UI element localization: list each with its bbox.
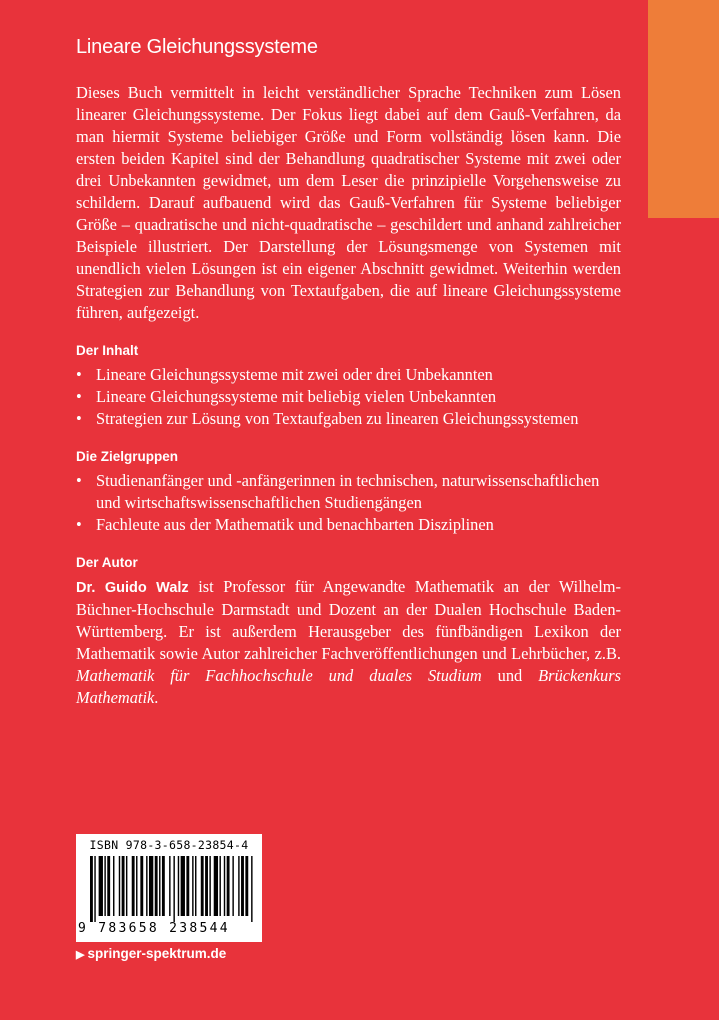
contents-item: • Strategien zur Lösung von Textaufgaben zu linearen Gleichungssystemen [76,408,621,430]
barcode-bar [219,856,220,916]
barcode-bar [90,856,93,922]
barcode-bar [205,856,208,916]
barcode-bar [195,856,196,916]
barcode-bar [132,856,135,916]
barcode-bar [149,856,153,916]
barcode-bar [186,856,189,916]
barcode-bar [94,856,95,922]
barcode-image [90,856,254,922]
audience-heading: Die Zielgruppen [76,449,179,464]
author-bio-text-1: ist Professor für Angewandte Mathematik an der Wilhelm-Büchner-Hochschule Darmstadt und Dozent an der Dualen Hochschule Baden-Württemberg. Er ist außerdem Herausgeber des fünfbändigen Lexikon der Mathematik sowie Autor zahlreicher Fachveröffentlichungen und Lehrbücher, z.B. [76,577,621,663]
contents-item: • Lineare Gleichungssysteme mit beliebig vielen Unbekannten [76,386,621,408]
barcode-bar [201,856,204,916]
barcode-bar [169,856,170,916]
barcode-bar [241,856,244,916]
barcode-box [76,834,262,942]
barcode-bar [232,856,233,916]
barcode-bar [181,856,185,916]
author-name: Dr. Guido Walz [76,580,189,596]
barcode-bar [107,856,110,916]
barcode-bar [209,856,210,916]
book-title: Lineare Gleichungssysteme [76,36,318,58]
contents-heading: Der Inhalt [76,343,139,358]
barcode-bar [159,856,160,916]
barcode-bar [192,856,193,916]
audience-item: • Fachleute aus der Mathematik und benachbarten Disziplinen [76,514,621,536]
barcode-bar [140,856,143,916]
barcode-bar [224,856,225,916]
barcode-bar [104,856,105,916]
cover-text [76,34,621,709]
author-bio-text-2: und [481,666,539,685]
website-label: springer-spektrum.de [87,946,227,961]
barcode-bar [251,856,252,922]
barcode-bar [119,856,120,916]
barcode-bar [173,856,174,922]
barcode-bar [178,856,179,916]
barcode-bar [155,856,158,916]
barcode-bar [227,856,230,916]
arrow-right-icon: ▶ [76,949,85,961]
author-bio [76,576,621,709]
barcode-bar [126,856,127,916]
barcode-digits: 9 783658 238544 [78,921,230,936]
barcode-bar [214,856,218,916]
author-book-2: Brückenkurs Mathematik [76,666,622,707]
barcode-bar [122,856,125,916]
barcode-bar [113,856,114,916]
isbn-label: ISBN 978-3-658-23854-4 [89,838,249,852]
book-description: Dieses Buch vermittelt in leicht verständlicher Sprache Techniken zum Lösen linearer Gleichungssysteme. Der Fokus liegt dabei auf dem Gauß-Verfahren, da man hiermit Systeme beliebiger Größe und Form vollständig lösen kann. Die ersten beiden Kapitel sind der Behandlung quadratischer Systeme mit zwei oder drei Unbekannten gewidmet, um dem Leser die prinzipielle Vorgehensweise zu schildern. Darauf aufbauend wird das Gauß-Verfahren für Systeme beliebiger Größe – quadratische und nicht-quadratische – geschildert und anhand zahlreicher Beispiele illustriert. Der Darstellung der Lösungsmenge von Systemen mit unendlich vielen Lösungen ist ein eigener Abschnitt gewidmet. Weiterhin werden Strategien zur Behandlung von Textaufgaben, die auf lineare Gleichungssysteme führen, aufgezeigt. [76,83,621,322]
barcode-bar [162,856,165,916]
audience-list [76,470,621,536]
barcode-bar [245,856,248,916]
barcode-bar [146,856,147,916]
barcode-bar [238,856,239,916]
barcode-bar [136,856,137,916]
contents-item: • Lineare Gleichungssysteme mit zwei oder drei Unbekannten [76,364,621,386]
author-bio-text-3: . [154,688,159,707]
author-heading: Der Autor [76,555,138,570]
contents-list [76,364,621,430]
barcode-bar [99,856,103,916]
publisher-website[interactable] [76,946,226,961]
orange-accent-tab [648,0,719,218]
author-book-1: Mathematik für Fachhochschule und duales Studium [76,666,482,685]
audience-item: • Studienanfänger und -anfängerinnen in technischen, naturwissenschaftlichen und wirtschaftswissenschaftlichen Studiengängen [76,470,621,514]
